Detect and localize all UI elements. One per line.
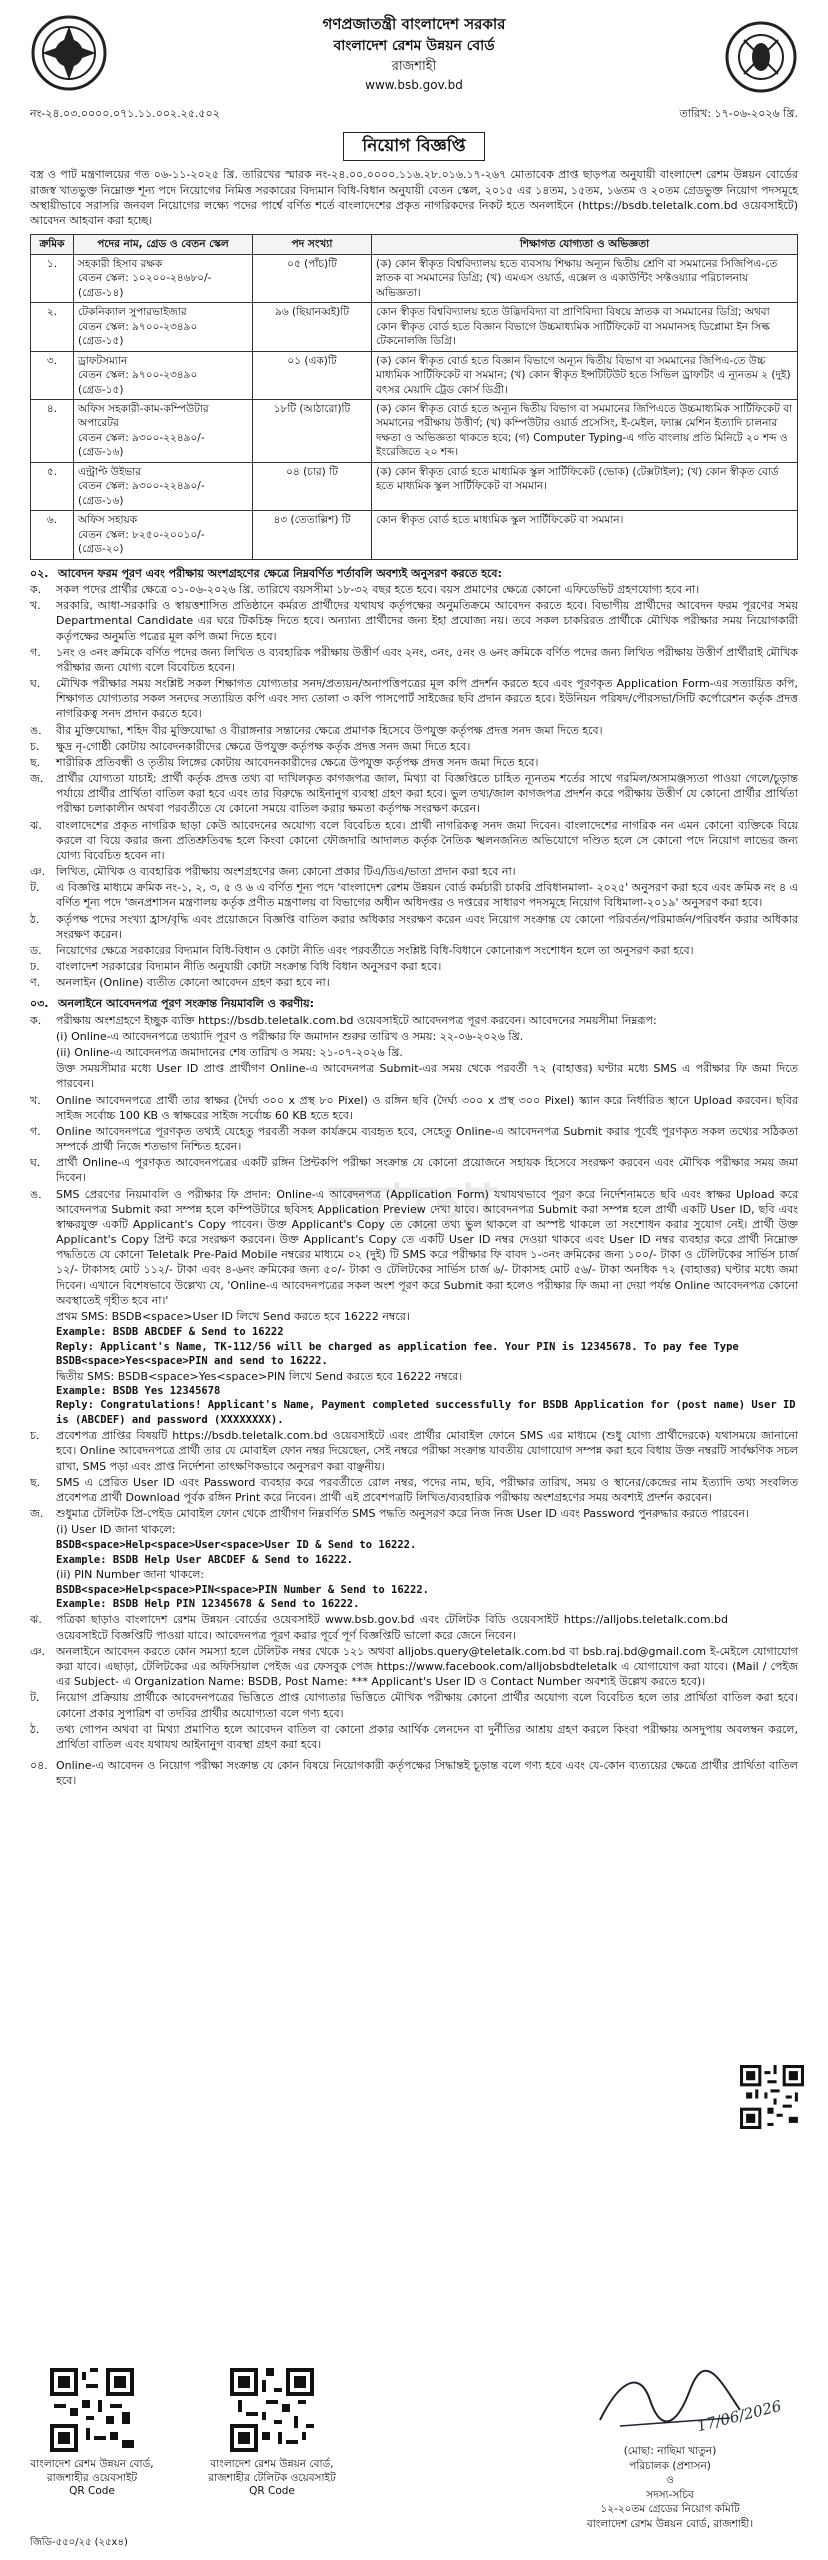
item-text: নিয়োগের ক্ষেত্রে সরকারের বিদ্যমান বিধি-বিধান ও কোটা নীতি এবং পরবর্তীতে সংশ্লিষ্ট বিধি-বিধানে কোনোরূপ সংশোধন হলে তা অনুসরণ করা হবে। bbox=[56, 943, 694, 957]
item-text: মৌখিক পরীক্ষার সময় সংশ্লিষ্ট সকল শিক্ষাগত যোগ্যতার সনদ/প্রত্যয়ন/অনাপত্তিপত্রের মূল কপি প্রদর্শন করতে হবে এবং পূরণকৃত Application Form-এর সত্যায়িত কপি, শিক্ষাগত যোগ্যতার সকল সনদের সত্যায়িত কপি এবং সদ্য তোলা ৩ কপি পাসপোর্ট সাইজের ছবি প্রদান করতে হবে। ইউনিয়ন পরিষদ/পৌরসভা/সিটি কর্পোরেশন কর্তৃক প্রদত্ত নাগরিকত্ব সনদ প্রদান করতে হবে। bbox=[56, 677, 798, 721]
row-qualification: কোন স্বীকৃত বোর্ড হতে মাধ্যমিক স্কুল সার্টিফিকেট বা সমমান। bbox=[372, 511, 798, 559]
qr-caption: QR Code bbox=[69, 2485, 115, 2498]
qr-label-text: বাংলাদেশ রেশম উন্নয়ন বোর্ড, রাজশাহীর ওয়েবসাইট bbox=[30, 2458, 154, 2484]
item-text: (ii) Online-এ আবেদনপত্র জমাদানের শেষ তারিখ ও সময়: ২১-০৭-২০২৬ খ্রি. bbox=[56, 1045, 403, 1059]
page bbox=[30, 14, 798, 1789]
row-count: ০৪ (চার) টি bbox=[253, 462, 372, 510]
qr-label-text: বাংলাদেশ রেশম উন্নয়ন বোর্ড, রাজশাহীর টেলিটক ওয়েবসাইট bbox=[208, 2458, 336, 2484]
row-count: ৪৩ (তেতাল্লিশ) টি bbox=[253, 511, 372, 559]
col-post-name: পদের নাম, গ্রেড ও বেতন স্কেল bbox=[74, 235, 253, 254]
list-item bbox=[30, 1722, 798, 1752]
qr-code-icon[interactable] bbox=[50, 2368, 134, 2452]
list-item bbox=[30, 1428, 798, 1474]
item-marker bbox=[30, 1045, 56, 1060]
letterhead-text bbox=[120, 14, 708, 93]
post-grade: (গ্রেড-২০) bbox=[78, 543, 124, 556]
list-item bbox=[30, 771, 798, 817]
signatory-name: (মোছা: নাছিমা খাতুন) bbox=[623, 2445, 717, 2458]
item-marker: চ. bbox=[30, 1429, 40, 1443]
item-text: কর্তৃপক্ষ পদের সংখ্যা হ্রাস/বৃদ্ধি এবং প্রয়োজনে বিজ্ঞপ্তি বাতিল করার অধিকার সংরক্ষণ করেন এবং নিয়োগ সংক্রান্ত যে কোনো পরিবর্তন/পরিমার্জন/পরিবর্ধন করার অধিকার সংরক্ষণ করেন। bbox=[56, 912, 798, 941]
watermark: জাগো bbox=[330, 1172, 501, 1246]
item-text: ক্ষুদ্র নৃ-গোষ্ঠী কোটায় আবেদনকারীদের ক্ষেত্রে উপযুক্ত কর্তৃপক্ষ কর্তৃক প্রদত্ত সনদ জমা দিতে হবে। bbox=[56, 739, 471, 753]
row-count: ০৫ (পাঁচ)টি bbox=[253, 254, 372, 302]
item-text: SMS এ প্রেরিত User ID এবং Password ব্যবহার করে পরবর্তীতে রোল নম্বর, পদের নাম, ছবি, পরীক্ষার তারিখ, সময় ও স্থানের/কেন্দ্রের নাম ইত্যাদি তথ্য সংবলিত প্রবেশপত্র প্রার্থী Download পূর্বক রঙ্গিন Print করে নিবেন। প্রার্থী এই প্রবেশপত্রটি লিখিত/ব্যবহারিক পরীক্ষায় অংশগ্রহণের সময় অবশ্যই প্রদর্শন করবেন। bbox=[56, 1475, 798, 1504]
item-text: তথ্য গোপন অথবা বা মিথ্যা প্রমাণিত হলে আবেদন বাতিল বা কোনো প্রকার আর্থিক লেনদেন বা দুর্নীতির আশ্রয় গ্রহণ করলে কিংবা পরীক্ষায় অসদুপায় অবলম্বন করলে, প্রার্থিতা বাতিল এবং যথাযথ আইনানুগ ব্যবস্থা গ্রহণ করা হবে। bbox=[56, 1722, 798, 1751]
item-marker: ঙ. bbox=[30, 723, 42, 737]
posts-table bbox=[30, 234, 798, 560]
memo-number: নং-২৪.০৩.০০০০.০৭১.১১.০০২.২৫.৫০২ bbox=[30, 107, 220, 120]
item-text: সকল পদের প্রার্থীর ক্ষেত্রে ০১-০৬-২০২৬ খ্রি. তারিখে বয়সসীমা ১৮-৩২ বছর হতে হবে। বয়স প্রমাণের ক্ষেত্রে কোনো এফিডেভিট গ্রহণযোগ্য হবে না। bbox=[56, 583, 700, 596]
item-text: পত্রিকা ছাড়াও বাংলাদেশ রেশম উন্নয়ন বোর্ডের ওয়েবসাইট www.bsb.gov.bd এবং টেলিটক বিডি ওয়েবসাইট https://alljobs.teletalk.com.bd ওয়েবসাইটে বিজ্ঞপ্তিটি পাওয়া যাবে। আবেদনপত্র পূরণ করার পূর্বে পূর্ণ বিজ্ঞপ্তিটি ভালো করে জেনে নিবেন। bbox=[56, 1613, 728, 1642]
item-marker: ঞ. bbox=[30, 865, 46, 879]
item-text: এ বিজ্ঞপ্তি মাধ্যমে ক্রমিক নং-১, ২, ৩, ৫ ও ৬ এ বর্ণিত শূন্য পদে 'বাংলাদেশ রেশম উন্নয়ন বোর্ড কর্মচারী চাকরি প্রবিধানমালা- ২০২৫' অনুসরণ করা হবে এবং ক্রমিক নং ৪ এ বর্ণিত শূন্য পদে 'জনপ্রশাসন মন্ত্রণালয় কর্তৃক প্রণীত মন্ত্রণালয় বা বিভাগের অধীন অধিদপ্তর ও দপ্তরের সাধারণ পদসমূহে নিয়োগ বিধিমালা-২০১৯' অনুসরণ করা হবে। bbox=[56, 881, 798, 910]
post-name: এন্ট্রাপ্ট উইভার bbox=[78, 465, 142, 478]
footer bbox=[30, 2360, 798, 2550]
list-item bbox=[30, 1506, 798, 1521]
list-item bbox=[30, 1475, 798, 1505]
item-marker: ঙ. bbox=[30, 1187, 42, 1201]
table-row bbox=[31, 303, 798, 351]
row-serial: ৩. bbox=[31, 351, 74, 399]
list-item bbox=[30, 755, 798, 770]
post-name: ড্রাফটসম্যান bbox=[78, 354, 128, 367]
item-text: প্রথম SMS: BSDB<space>User ID লিখে Send করতে হবে 16222 নম্বরে। bbox=[56, 1309, 410, 1323]
item-marker: খ. bbox=[30, 1093, 41, 1107]
section-conditions bbox=[30, 566, 798, 991]
item-marker: ঠ. bbox=[30, 1722, 40, 1736]
sms-help-user: BSDB<space>Help<space>User<space>User ID & Send to 16222. Example: BSDB Help User ABCDEF & Send to 16222. bbox=[56, 1539, 417, 1566]
sms-second-instruction: দ্বিতীয় SMS: BSDB<space>Yes<space>PIN লিখে Send করতে হবে 16222 নম্বরে। bbox=[56, 1369, 463, 1383]
list-item bbox=[30, 645, 798, 675]
signatory-and: ও bbox=[666, 2474, 674, 2487]
table-row bbox=[31, 462, 798, 510]
item-marker: ক. bbox=[30, 1013, 42, 1027]
item-text: Online আবেদনপত্রে প্রার্থী তার স্বাক্ষর (দৈর্ঘ্য ৩০০ x প্রস্থ ৮০ Pixel) ও রঙ্গিন ছবি (দৈর্ঘ্য ৩০০ x প্রস্থ ৩০০ Pixel) স্ক্যান করে নির্ধারিত স্থানে Upload করবেন। ছবির সাইজ সর্বোচ্চ 100 KB ও স্বাক্ষরের সাইজ সর্বোচ্চ 60 KB হতে হবে। bbox=[56, 1093, 798, 1122]
section-number: ০২. bbox=[30, 566, 49, 580]
item-marker: ঢ. bbox=[30, 960, 40, 974]
row-post bbox=[74, 303, 253, 351]
item-marker: ণ. bbox=[30, 976, 41, 990]
list-item bbox=[30, 676, 798, 722]
item-text: SMS প্রেরণের নিয়মাবলি ও পরীক্ষার ফি প্রদান: Online-এ আবেদনপত্র (Application Form) যথাযথভাবে পূরণ করে নির্দেশনামতে ছবি এবং স্বাক্ষর Upload করে আবেদনপত্র Submit করা সম্পন্ন হলে কম্পিউটারে ছবিসহ Application Preview দেখা যাবে। আবেদনপত্র Submit করা সম্পন্ন হলে প্রার্থী একটি User ID, ছবি এবং স্বাক্ষরযুক্ত একটি Applicant's Copy পাবেন। উক্ত Applicant's Copy তে কোনো তথ্য ভুল থাকলে বা অস্পষ্ট থাকলে তা সংশোধন করার সুযোগ নেই। প্রার্থী উক্ত Applicant's Copy প্রিন্ট করে সংরক্ষণ করবেন। উক্ত Applicant's Copy তে একটি User ID নম্বর দেওয়া থাকবে এবং User ID নম্বর ব্যবহার করে প্রার্থী নিম্নোক্ত পদ্ধতিতে যে কোনো Teletalk Pre-Paid Mobile নম্বরের মাধ্যমে ০২ (দুই) টি SMS করে পরীক্ষার ফি বাবদ ১-৩নং ক্রমিকের জন্য ১০০/- টাকা ও টেলিটকের সার্ভিস চার্জ ১২/- টাকাসহ মোট ১১২/- টাকা এবং ৪-৬নং ক্রমিকের জন্য ৫০/- টাকা ও টেলিটকের সার্ভিস চার্জ ৬/- টাকাসহ মোট ৫৬/- টাকা অনধিক ৭২ (বাহাত্তর) ঘণ্টার মধ্যে জমা দিবেন। এখানে বিশেষভাবে উল্লেখ্য যে, 'Online-এ আবেদনপত্রের সকল অংশ পূরণ করে Submit করা হলেও পরীক্ষার ফি জমা না দেয়া পর্যন্ত Online আবেদনপত্র কোনো অবস্থাতেই গৃহীত হবে না।' bbox=[56, 1187, 798, 1307]
org-location: রাজশাহী bbox=[391, 59, 437, 74]
item-marker: ঞ. bbox=[30, 1644, 46, 1658]
list-item bbox=[30, 864, 798, 879]
item-marker: ছ. bbox=[30, 755, 41, 769]
post-name: সহকারী হিসাব রক্ষক bbox=[78, 257, 163, 270]
row-serial: ৪. bbox=[31, 399, 74, 462]
item-marker: খ. bbox=[30, 599, 41, 613]
item-marker: ছ. bbox=[30, 1475, 41, 1489]
post-scale: বেতন স্কেল: ৯৭০০-২৩৪৯০ bbox=[78, 320, 198, 333]
item-marker: ঝ. bbox=[30, 818, 42, 832]
list-item bbox=[30, 1644, 798, 1690]
item-text: ১নং ও ৩নং ক্রমিকে বর্ণিত পদের জন্য লিখিত ও ব্যবহারিক পরীক্ষায় উত্তীর্ণ এবং ২নং, ৩নং, ৫নং ও ৬নং ক্রমিকে বর্ণিত পদের জন্য লিখিত পরীক্ষায় উত্তীর্ণ প্রার্থীরাই মৌখিক পরীক্ষার জন্য যোগ্য বলে বিবেচিত হবেন। bbox=[56, 645, 798, 674]
row-serial: ২. bbox=[31, 303, 74, 351]
post-grade: (গ্রেড-১৪) bbox=[78, 286, 124, 299]
list-item bbox=[30, 1029, 798, 1044]
item-text: বাংলাদেশের প্রকৃত নাগরিক ছাড়া কেউ আবেদনের অযোগ্য বলে বিবেচিত হবে। প্রার্থী নাগরিকত্ব সনদ জমা দিবেন। বাংলাদেশের নাগরিক নন এমন কোনো ব্যক্তিকে বিয়ে করলে বা বিয়ে করার জন্য প্রতিশ্রুতিবদ্ধ হলে কিংবা কোনো ফৌজদারি আদালত কর্তৃক নৈতিক স্খলনজনিত অভিযোগে দণ্ডিত হলে সে কোনো পদে নিয়োগ লাভের জন্য যোগ্য বিবেচিত হবেন না। bbox=[56, 818, 798, 862]
item-marker: ট. bbox=[30, 881, 40, 895]
item-text: পরীক্ষায় অংশগ্রহণে ইচ্ছুক ব্যক্তি https://bsdb.teletalk.com.bd ওয়েবসাইটে আবেদনপত্র পূরণ করবেন। আবেদনের সময়সীমা নিম্নরূপ: bbox=[56, 1013, 657, 1027]
row-qualification: (ক) কোন স্বীকৃত বোর্ড হতে মাধ্যমিক স্কুল সার্টিফিকেট (ভোক) (টেক্সটাইল); (খ) কোন স্বীকৃত বোর্ড হতে মাধ্যমিক স্কুল সার্টিফিকেট বা সমমান। bbox=[372, 462, 798, 510]
section-number: ০৩. bbox=[30, 997, 49, 1011]
item-text: অনলাইন (Online) ব্যতীত কোনো আবেদন গ্রহণ করা হবে না। bbox=[56, 976, 330, 990]
list-item bbox=[30, 1309, 798, 1324]
post-scale: বেতন স্কেল: ৯৩০০-২২৪৯০/- bbox=[78, 480, 205, 493]
list-item bbox=[30, 1758, 798, 1788]
row-qualification: (ক) কোন স্বীকৃত বোর্ড হতে অন্যূন দ্বিতীয় বিভাগ বা সমমানের জিপিএতে উচ্চমাধ্যমিক সার্টিফিকেট বা সমমানের পরীক্ষায় উত্তীর্ণ; (খ) কম্পিউটার ওয়ার্ড প্রসেসিং, ই-মেইল, ফ্যাক্স মেশিন ইত্যাদি চালনার দক্ষতা ও অভিজ্ঞতা থাকতে হবে; (গ) Computer Typing-এ গতি বাংলায় প্রতি মিনিটে ২০ শব্দ ও ইংরেজিতে ২০ শব্দ। bbox=[372, 399, 798, 462]
item-text: লিখিত, মৌখিক ও ব্যবহারিক পরীক্ষায় অংশগ্রহণের জন্য কোনো প্রকার টিএ/ডিএ/ভাতা প্রদান করা হবে না। bbox=[56, 865, 516, 879]
list-item bbox=[30, 818, 798, 864]
table-row bbox=[31, 511, 798, 559]
row-post bbox=[74, 351, 253, 399]
col-post-count: পদ সংখ্যা bbox=[253, 235, 372, 254]
item-text: Online-এ আবেদন ও নিয়োগ পরীক্ষা সংক্রান্ত যে কোন বিষয়ে নিয়োগকারী কর্তৃপক্ষের সিদ্ধান্তই চূড়ান্ত বলে গণ্য হবে এবং যে-কোন ব্যত্যয়ের ক্ষেত্রে প্রার্থীর প্রার্থিতা বাতিল হবে। bbox=[56, 1759, 798, 1788]
memo-date: তারিখ: ১৭-০৬-২০২৬ খ্রি. bbox=[679, 107, 798, 120]
qr2-label bbox=[202, 2458, 342, 2499]
post-grade: (গ্রেড-১৫) bbox=[78, 335, 124, 348]
col-qualification: শিক্ষাগত যোগ্যতা ও অভিজ্ঞতা bbox=[372, 235, 798, 254]
list-item bbox=[30, 1013, 798, 1028]
list-item bbox=[30, 723, 798, 738]
item-marker: ট. bbox=[30, 1691, 40, 1705]
list-item bbox=[30, 1155, 798, 1185]
post-grade: (গ্রেড-১৫) bbox=[78, 383, 124, 396]
section-heading: অনলাইনে আবেদনপত্র পূরণ সংক্রান্ত নিয়মাবলি ও করণীয়: bbox=[58, 997, 315, 1011]
sms-example-2: Example: BSDB Yes 12345678 Reply: Congratulations! Applicant's Name, Payment completed successfully for BSDB Application for (post name) User ID is (ABCDEF) and password (XXXXXXXX). bbox=[56, 1384, 796, 1426]
list-item bbox=[30, 1690, 798, 1720]
signature-block bbox=[550, 2360, 790, 2550]
post-grade: (গ্রেড-১৬) bbox=[78, 494, 124, 507]
signatory-designation: পরিচালক (প্রশাসন) bbox=[629, 2459, 711, 2472]
post-scale: বেতন স্কেল: ৮২৫০-২০০১০/- bbox=[78, 528, 205, 541]
item-marker bbox=[30, 1522, 56, 1537]
signatory-org: বাংলাদেশ রেশম উন্নয়ন বোর্ড, রাজশাহী। bbox=[586, 2517, 754, 2530]
row-serial: ১. bbox=[31, 254, 74, 302]
table-header-row bbox=[31, 235, 798, 254]
list-item bbox=[30, 1061, 798, 1091]
qr1-label bbox=[22, 2458, 162, 2499]
item-text: বীর মুক্তিযোদ্ধা, শহিদ বীর মুক্তিযোদ্ধা ও বীরাঙ্গনার সন্তানের ক্ষেত্রে প্রমাণক হিসেবে উপযুক্ত কর্তৃপক্ষ প্রদত্ত সনদ জমা দিতে হবে। bbox=[56, 723, 603, 737]
list-item bbox=[30, 582, 798, 597]
letterhead bbox=[30, 14, 798, 132]
row-count: ১৮টি (আঠারো)টি bbox=[253, 399, 372, 462]
post-name: টেকনিক্যাল সুপারভাইজার bbox=[78, 306, 187, 319]
item-marker bbox=[30, 1029, 56, 1044]
item-marker: গ. bbox=[30, 645, 41, 659]
item-text: বাংলাদেশ সরকারের বিদ্যমান নীতি অনুযায়ী কোটা সংক্রান্ত বিধি বিধান অনুসরণ করা হবে। bbox=[56, 960, 442, 974]
signatory-committee: ১২-২০তম গ্রেডের নিয়োগ কমিটি bbox=[600, 2503, 740, 2516]
memo-line bbox=[30, 106, 798, 121]
item-text: (i) Online-এ আবেদনপত্রে তথ্যাদি পূরণ ও পরীক্ষার ফি জমাদান শুরুর তারিখ ও সময়: ২২-০৬-২০২৬ খ্রি. bbox=[56, 1029, 524, 1043]
item-marker bbox=[30, 1309, 56, 1324]
org-website[interactable]: www.bsb.gov.bd bbox=[365, 77, 463, 92]
signatory-role: সদস্য-সচিব bbox=[646, 2488, 694, 2501]
sms-help-pin: BSDB<space>Help<space>PIN<space>PIN Number & Send to 16222. Example: BSDB Help PIN 12345678 & Send to 16222. bbox=[56, 1583, 429, 1610]
item-marker: জ. bbox=[30, 1507, 44, 1521]
govt-title: গণপ্রজাতন্ত্রী বাংলাদেশ সরকার bbox=[322, 15, 506, 33]
row-count: ৯৬ (ছিয়ানব্বই)টি bbox=[253, 303, 372, 351]
item-marker: ঠ. bbox=[30, 912, 40, 926]
item-text: সরকারি, আধা-সরকারি ও স্বায়ত্তশাসিত প্রতিষ্ঠানে কর্মরত প্রার্থীদের যথাযথ কর্তৃপক্ষের অনুমতিক্রমে আবেদন করতে হবে। বিভাগীয় প্রার্থীদের আবেদন ফরম পূরণের সময় Departmental Candidate এর ঘরে টিকচিহ্ন দিতে হবে। অন্যান্য প্রার্থীদের জন্য ইহা প্রযোজ্য নয়। তবে সকল চাকরিরত প্রার্থীকে মৌখিক পরীক্ষার সময় নিয়োগকারী কর্তৃপক্ষের অনুমতি পত্রের মূল কপি জমা দিতে হবে। bbox=[56, 599, 798, 643]
row-qualification: (ক) কোন স্বীকৃত বিশ্ববিদ্যালয় হতে ব্যবসায় শিক্ষায় অন্যূন দ্বিতীয় শ্রেণি বা সমমানের সিজিপিএ-তে স্নাতক বা সমমানের ডিগ্রি; (খ) এমএস ওয়ার্ড, এক্সেল ও একাউন্টিং সফ্টওয়্যার পরিচালনায় অভিজ্ঞতা। bbox=[372, 254, 798, 302]
row-post bbox=[74, 511, 253, 559]
item-marker: ঝ. bbox=[30, 1613, 42, 1627]
item-text: প্রার্থীর যোগ্যতা যাচাই: প্রার্থী কর্তৃক প্রদত্ত তথ্য বা দাখিলকৃত কাগজপত্র জাল, মিথ্যা বা বিজ্ঞপ্তিতে চাহিত ন্যূনতম শর্তের সাথে গরমিল/অসামঞ্জস্যতা পাওয়া গেলে/চূড়ান্ত পর্যায়ে প্রার্থীর প্রার্থিতা বাতিল করা হবে এবং তার বিরুদ্ধে আইনানুগ ব্যবস্থা গ্রহণ করা হবে। ভুল তথ্য/জাল কাগজপত্র প্রদর্শন করে পরীক্ষায় উত্তীর্ণ যে কোনো প্রার্থীর প্রার্থিতা পরীক্ষা চলাকালীন অথবা পরবর্তীতে যে কোনো সময়ে বাতিল করার ক্ষমতা কর্তৃপক্ষ সংরক্ষণ করেন। bbox=[56, 772, 798, 816]
table-row bbox=[31, 399, 798, 462]
table-row bbox=[31, 351, 798, 399]
row-qualification: কোন স্বীকৃত বিশ্ববিদ্যালয় হতে উদ্ভিদবিদ্যা বা প্রাণিবিদ্যা বিষয়ে স্নাতক বা সমমানের ডিগ্রি; অথবা কোন স্বীকৃত বোর্ড হতে বিজ্ঞান বিভাগে উচ্চমাধ্যমিক সার্টিফিকেট বা সমমানসহ ডিপ্লোমা ইন সিল্ক টেকনোলজি ডিগ্রি। bbox=[372, 303, 798, 351]
print-reference: জিডি-৫৫০/২৫ (২৫x৪) bbox=[30, 2537, 128, 2548]
table-row bbox=[31, 254, 798, 302]
post-grade: (গ্রেড-১৬) bbox=[78, 446, 124, 459]
list-item bbox=[30, 1045, 798, 1060]
list-item bbox=[30, 959, 798, 974]
item-text: শুধুমাত্র টেলিটক প্রি-পেইড মোবাইল ফোন থেকে প্রার্থীগণ নিম্নবর্ণিত SMS পদ্ধতি অনুসরণ করে নিজ নিজ User ID এবং Password পুনরুদ্ধার করতে পারবেন। bbox=[56, 1507, 750, 1521]
item-marker: ক. bbox=[30, 583, 42, 596]
item-text: অনলাইনে আবেদন করতে কোন সমস্যা হলে টেলিটক নম্বর থেকে ১২১ অথবা alljobs.query@teletalk.com.bd বা bsb.raj.bd@gmail.com ই-মেইলে যোগাযোগ করা যাবে। এছাড়া, টেলিটকের এর অফিসিয়াল পেইজ এর ফেসবুক পেজ https://www.facebook.com/alljobsbdteletalk এ যোগাযোগ করা যাবে। (Mail / পেইজ এর Subject- এ Organization Name: BSDB, Post Name: *** Applicant's User ID ও Contact Number অবশ্যই উল্লেখ করতে হবে)। bbox=[56, 1644, 798, 1689]
list-item bbox=[30, 739, 798, 754]
item-marker: ড. bbox=[30, 943, 42, 957]
row-count: ০১ (এক)টি bbox=[253, 351, 372, 399]
list-item bbox=[30, 1612, 798, 1642]
post-scale: বেতন স্কেল: ৯৩০০-২২৪৯০/- bbox=[78, 431, 205, 444]
list-item bbox=[30, 943, 798, 958]
item-text: শারীরিক প্রতিবন্ধী ও তৃতীয় লিঙ্গের কোটায় আবেদনকারীদের ক্ষেত্রে উপযুক্ত কর্তৃপক্ষ প্রদত্ত সনদ জমা দিতে হবে। bbox=[56, 755, 539, 769]
list-item bbox=[30, 912, 798, 942]
item-text: নিয়োগ প্রক্রিয়ায় প্রার্থীকে আবেদনপত্রের ভিত্তিতে প্রাপ্ত যোগ্যতার ভিত্তিতে মৌখিক পরীক্ষায় কোনো প্রার্থীর অযোগ্য বলে বিবেচিত হলে তার প্রার্থিতা বাতিল করা হবে। কোনো প্রকার সুপারিশ বা তদবির প্রার্থীর অযোগ্যতা বলে গণ্য হবে। bbox=[56, 1691, 798, 1720]
bangladesh-govt-emblem-icon bbox=[30, 14, 108, 92]
row-post bbox=[74, 399, 253, 462]
pin-known-label: (ii) PIN Number জানা থাকলে: bbox=[56, 1568, 205, 1582]
row-serial: ৫. bbox=[31, 462, 74, 510]
list-item bbox=[30, 1124, 798, 1154]
post-scale: বেতন স্কেল: ১০২০০-২৪৬৮০/- bbox=[78, 272, 212, 285]
section-number: ০৪. bbox=[30, 1759, 48, 1773]
item-text: উক্ত সময়সীমার মধ্যে User ID প্রাপ্ত প্রার্থীগণ Online-এ আবেদনপত্র Submit-এর সময় থেকে পরবর্তী ৭২ (বাহাত্তর) ঘণ্টার মধ্যে SMS এ পরীক্ষার ফি জমা দিতে পারবেন। bbox=[56, 1062, 798, 1091]
list-item bbox=[30, 975, 798, 990]
item-marker: ঘ. bbox=[30, 677, 41, 691]
qr-caption: QR Code bbox=[249, 2485, 295, 2498]
item-marker: ঘ. bbox=[30, 1156, 41, 1170]
section-heading: আবেদন ফরম পূরণ এবং পরীক্ষায় অংশগ্রহণের ক্ষেত্রে নিম্নবর্ণিত শর্তাবলি অবশ্যই অনুসরণ করতে হবে: bbox=[58, 566, 502, 580]
item-text: প্রবেশপত্র প্রাপ্তির বিষয়টি https://bsdb.teletalk.com.bd ওয়েবসাইটে এবং প্রার্থীর মোবাইল ফোনে SMS এর মাধ্যমে (শুধু যোগ্য প্রার্থীদেরকে) যথাসময়ে জানানো হবে। Online আবেদনপত্রে প্রার্থী তার যে মোবাইল ফোন নম্বর দিয়েছেন, সেই নম্বরে পরীক্ষা সংক্রান্ত যাবতীয় যোগাযোগ সম্পন্ন করা হবে বিধায় উক্ত নম্বরটি সার্বক্ষণিক সচল রাখা, SMS পড়া এবং প্রাপ্ত নির্দেশনা তাৎক্ষণিকভাবে অনুসরণ করা বাঞ্ছনীয়। bbox=[56, 1429, 798, 1473]
item-text: (i) User ID জানা থাকলে: bbox=[56, 1523, 176, 1537]
row-qualification: (ক) কোন স্বীকৃত বোর্ড হতে বিজ্ঞান বিভাগে অন্যূন দ্বিতীয় বিভাগ বা সমমানের জিপিএ-তে উচ্চ মাধ্যমিক সার্টিফিকেট বা সমমান; (খ) কোন স্বীকৃত ইন্সটিটিউট হতে সিভিল ড্রাফটিং এ ন্যূনতম ২ (দুই) বৎসর মেয়াদি ট্রেড কোর্স ডিগ্রী। bbox=[372, 351, 798, 399]
item-text: প্রার্থী Online-এ পূরণকৃত আবেদনপত্রের একটি রঙ্গিন প্রিন্টকপি পরীক্ষা সংক্রান্ত যে কোনো প্রয়োজনে সহায়ক হিসেবে সংরক্ষণ করবেন এবং মৌখিক পরীক্ষার সময় জমা দিবেন। bbox=[56, 1156, 798, 1185]
list-item bbox=[30, 1187, 798, 1308]
section-online-application bbox=[30, 996, 798, 1752]
row-post bbox=[74, 462, 253, 510]
item-marker: গ. bbox=[30, 1124, 41, 1138]
col-serial: ক্রমিক bbox=[31, 235, 74, 254]
post-name: অফিস সহায়ক bbox=[78, 514, 138, 527]
list-item bbox=[30, 598, 798, 644]
org-name: বাংলাদেশ রেশম উন্নয়ন বোর্ড bbox=[333, 37, 495, 54]
post-name: অফিস সহকারী-কাম-কম্পিউটার অপারেটর bbox=[78, 402, 209, 430]
item-marker: জ. bbox=[30, 772, 44, 786]
notice-title: নিয়োগ বিজ্ঞপ্তি bbox=[343, 132, 484, 161]
list-item bbox=[30, 1522, 798, 1537]
intro-paragraph: বস্ত্র ও পাট মন্ত্রণালয়ের গত ০৬-১১-২০২৫ খ্রি. তারিখের স্মারক নং-২৪.০০.০০০০.১১৬.২৮.০১৬.১৭-২৬৭ মোতাবেক প্রাপ্ত ছাড়পত্র অনুযায়ী বাংলাদেশ রেশম উন্নয়ন বোর্ডের রাজস্ব খাতভুক্ত নিম্নোক্ত শূন্য পদে নিয়োগের নিমিত্ত সরকারের বিদ্যমান বিধি-বিধান অনুযায়ী বেতন স্কেল, ২০১৫ এর ১৪তম, ১৫তম, ১৬তম ও ২০তম গ্রেডভুক্ত নিয়োগ পদসমূহে অস্থায়ীভাবে সরাসরি জনবল নিয়োগের লক্ষ্যে পদের পার্শ্বে বর্ণিত শর্তে বাংলাদেশের প্রকৃত নাগরিকদের নিকট হতে অনলাইনে (https://bsdb.teletalk.com.bd ওয়েবসাইটে) আবেদন আহবান করা হচ্ছে। bbox=[30, 168, 798, 227]
qr-code-icon[interactable] bbox=[740, 2065, 804, 2129]
section-final-decision bbox=[30, 1758, 798, 1788]
row-post bbox=[74, 254, 253, 302]
item-marker bbox=[30, 1061, 56, 1091]
signature-date: 17/06/2026 bbox=[694, 2396, 783, 2436]
bsdb-logo-icon bbox=[724, 20, 798, 94]
list-item bbox=[30, 880, 798, 910]
item-marker: চ. bbox=[30, 739, 40, 753]
list-item bbox=[30, 1093, 798, 1123]
qr-code-icon[interactable] bbox=[230, 2368, 314, 2452]
sms-example-1: Example: BSDB ABCDEF & Send to 16222 Reply: Applicant's Name, TK-112/56 will be charged as application fee. Your PIN is 12345678. To pay fee Type BSDB<space>Yes<space>PIN and send to 16222. bbox=[56, 1326, 739, 1368]
item-text: Online আবেদনপত্রে পূরণকৃত তথ্যই যেহেতু পরবর্তী সকল কার্যক্রমে ব্যবহৃত হবে, সেহেতু Online-এ আবেদনপত্র Submit করার পূর্বেই পূরণকৃত সকল তথ্যের সঠিকতা সম্পর্কে প্রার্থী নিজে শতভাগ নিশ্চিত হবেন। bbox=[56, 1124, 798, 1154]
post-scale: বেতন স্কেল: ৯৭০০-২৩৪৯০ bbox=[78, 369, 198, 382]
row-serial: ৬. bbox=[31, 511, 74, 559]
